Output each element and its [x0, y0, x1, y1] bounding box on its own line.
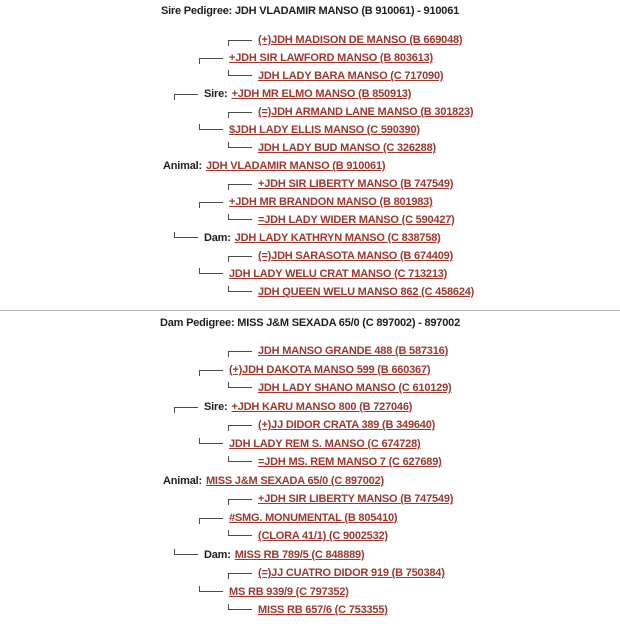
tree-connector-top-icon — [174, 94, 198, 100]
tree-connector-top-icon — [228, 112, 252, 118]
pedigree-row — [0, 283, 620, 301]
pedigree-row — [0, 157, 620, 175]
tree-connector-bottom-icon — [199, 438, 223, 444]
animal-link[interactable]: (CLORA 41/1) (C 9002532) — [258, 530, 388, 543]
relation-label: Sire: — [204, 400, 228, 413]
animal-link[interactable]: (=)JJ CUATRO DIDOR 919 (B 750384) — [258, 567, 445, 580]
pedigree-row — [0, 247, 620, 265]
animal-link[interactable]: (=)JDH ARMAND LANE MANSO (B 301823) — [258, 106, 474, 118]
tree-connector-top-icon — [228, 351, 252, 357]
animal-link[interactable]: MISS RB 789/5 (C 848889) — [234, 548, 365, 561]
animal-link[interactable]: +JDH KARU MANSO 800 (B 727046) — [231, 400, 413, 413]
pedigree-row — [0, 361, 620, 380]
relation-label: Sire: — [204, 88, 228, 100]
animal-link[interactable]: (+)JDH DAKOTA MANSO 599 (B 660367) — [229, 363, 431, 376]
animal-link[interactable]: MS RB 939/9 (C 797352) — [229, 585, 349, 598]
pedigree-row — [0, 601, 620, 620]
pedigree-row — [0, 121, 620, 139]
animal-link[interactable]: MISS J&M SEXADA 65/0 (C 897002) — [205, 474, 384, 487]
animal-link[interactable]: (+)JDH MADISON DE MANSO (B 669048) — [258, 34, 463, 46]
pedigree-row — [0, 265, 620, 283]
pedigree-row — [0, 85, 620, 103]
animal-link[interactable]: JDH MANSO GRANDE 488 (B 587316) — [258, 345, 449, 358]
tree-connector-bottom-icon — [174, 549, 198, 555]
tree-connector-top-icon — [228, 573, 252, 579]
pedigree-row — [0, 416, 620, 435]
dam-pedigree-tree — [0, 342, 620, 620]
pedigree-row — [0, 398, 620, 417]
pedigree-row — [0, 490, 620, 509]
tree-connector-top-icon — [199, 202, 223, 208]
tree-connector-bottom-icon — [228, 214, 252, 220]
animal-link[interactable]: #SMG. MONUMENTAL (B 805410) — [229, 511, 398, 524]
animal-link[interactable]: =JDH MS. REM MANSO 7 (C 627689) — [258, 456, 442, 469]
relation-label: Dam: — [204, 548, 231, 561]
tree-connector-top-icon — [228, 425, 252, 431]
sire-pedigree-title: Sire Pedigree: JDH VLADAMIR MANSO (B 910061) - 910061 — [160, 5, 460, 17]
pedigree-row — [0, 103, 620, 121]
animal-link[interactable]: JDH VLADAMIR MANSO (B 910061) — [205, 160, 386, 172]
pedigree-row — [0, 211, 620, 229]
animal-link[interactable]: +JDH SIR LIBERTY MANSO (B 747549) — [258, 493, 454, 506]
tree-connector-bottom-icon — [199, 586, 223, 592]
animal-link[interactable]: MISS RB 657/6 (C 753355) — [258, 604, 388, 617]
animal-link[interactable]: JDH LADY SHANO MANSO (C 610129) — [258, 382, 452, 395]
animal-link[interactable]: +JDH MR BRANDON MANSO (B 801983) — [229, 196, 433, 208]
pedigree-row — [0, 67, 620, 85]
pedigree-row — [0, 583, 620, 602]
pedigree-row — [0, 229, 620, 247]
section-divider — [0, 310, 620, 311]
pedigree-row — [0, 509, 620, 528]
tree-connector-bottom-icon — [228, 382, 252, 388]
animal-link[interactable]: JDH LADY REM S. MANSO (C 674728) — [229, 437, 421, 450]
animal-link[interactable]: +JDH MR ELMO MANSO (B 850913) — [231, 88, 412, 100]
pedigree-row — [0, 31, 620, 49]
animal-link[interactable]: JDH LADY BUD MANSO (C 326288) — [258, 142, 436, 154]
tree-connector-top-icon — [199, 58, 223, 64]
sire-pedigree-section — [0, 0, 620, 301]
tree-connector-bottom-icon — [228, 530, 252, 536]
relation-label: Dam: — [204, 232, 231, 244]
pedigree-row — [0, 49, 620, 67]
pedigree-row — [0, 435, 620, 454]
tree-connector-bottom-icon — [228, 70, 252, 76]
animal-link[interactable]: JDH LADY KATHRYN MANSO (C 838758) — [234, 232, 441, 244]
animal-link[interactable]: JDH QUEEN WELU MANSO 862 (C 458624) — [258, 286, 475, 298]
pedigree-row — [0, 564, 620, 583]
tree-connector-bottom-icon — [174, 232, 198, 238]
tree-connector-top-icon — [174, 407, 198, 413]
animal-link[interactable]: (+)JJ DIDOR CRATA 389 (B 349640) — [258, 419, 436, 432]
pedigree-row — [0, 379, 620, 398]
dam-pedigree-section — [0, 316, 620, 620]
tree-connector-bottom-icon — [228, 286, 252, 292]
pedigree-row — [0, 527, 620, 546]
tree-connector-bottom-icon — [199, 124, 223, 130]
tree-connector-bottom-icon — [228, 604, 252, 610]
relation-label: Animal: — [163, 160, 202, 172]
animal-link[interactable]: (=)JDH SARASOTA MANSO (B 674409) — [258, 250, 453, 262]
tree-connector-top-icon — [228, 256, 252, 262]
animal-link[interactable]: JDH LADY WELU CRAT MANSO (C 713213) — [229, 268, 448, 280]
pedigree-row — [0, 139, 620, 157]
tree-connector-top-icon — [199, 370, 223, 376]
pedigree-row — [0, 546, 620, 565]
animal-link[interactable]: +JDH SIR LAWFORD MANSO (B 803613) — [229, 52, 433, 64]
pedigree-row — [0, 175, 620, 193]
tree-connector-bottom-icon — [199, 268, 223, 274]
tree-connector-top-icon — [199, 518, 223, 524]
tree-connector-bottom-icon — [228, 456, 252, 462]
dam-pedigree-title: Dam Pedigree: MISS J&M SEXADA 65/0 (C 897002) - 897002 — [160, 317, 460, 329]
pedigree-row — [0, 342, 620, 361]
pedigree-row — [0, 193, 620, 211]
animal-link[interactable]: +JDH SIR LIBERTY MANSO (B 747549) — [258, 178, 454, 190]
tree-connector-top-icon — [228, 184, 252, 190]
tree-connector-top-icon — [228, 499, 252, 505]
pedigree-row — [0, 472, 620, 491]
tree-connector-bottom-icon — [228, 142, 252, 148]
pedigree-row — [0, 453, 620, 472]
animal-link[interactable]: JDH LADY BARA MANSO (C 717090) — [258, 70, 444, 82]
sire-pedigree-tree — [0, 31, 620, 301]
animal-link[interactable]: =JDH LADY WIDER MANSO (C 590427) — [258, 214, 455, 226]
animal-link[interactable]: $JDH LADY ELLIS MANSO (C 590390) — [229, 124, 420, 136]
relation-label: Animal: — [163, 474, 202, 487]
tree-connector-top-icon — [228, 40, 252, 46]
